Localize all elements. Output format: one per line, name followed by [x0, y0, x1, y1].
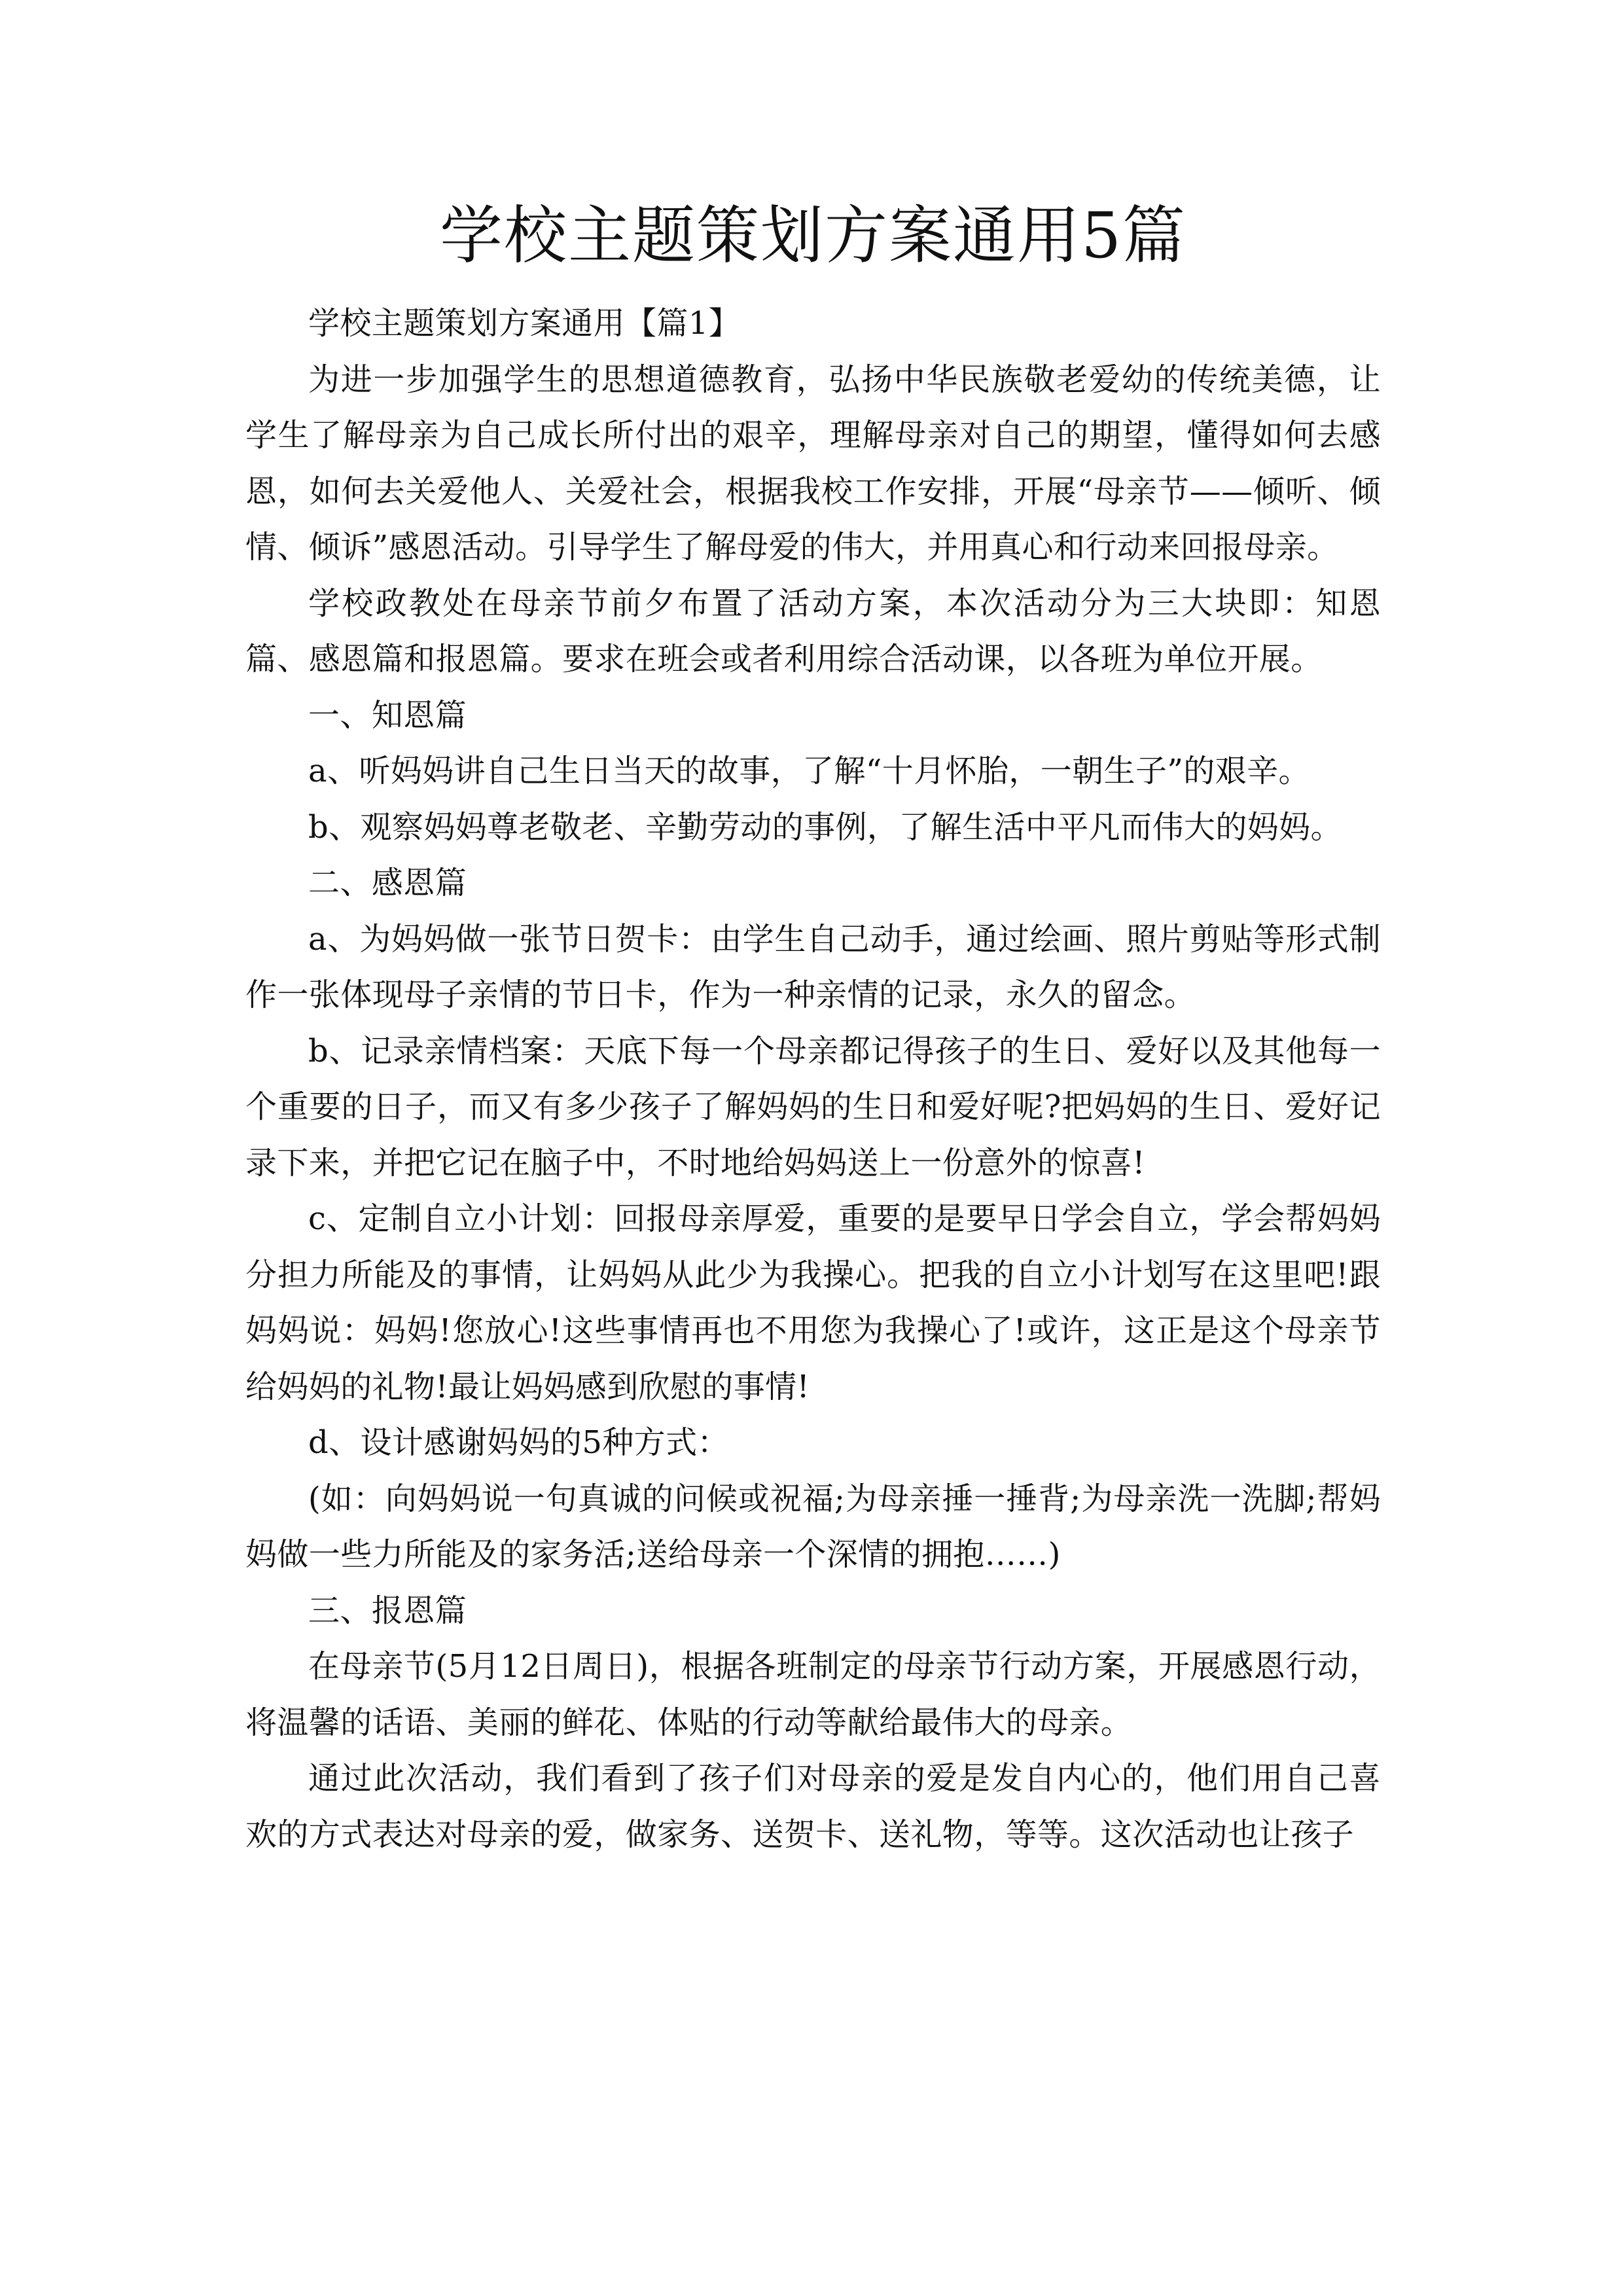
subheading-gan-en: 二、感恩篇	[308, 865, 467, 901]
list-item-gan-en-a: a、为妈妈做一张节日贺卡：由学生自己动手，通过绘画、照片剪贴等形式制作一张体现母子亲情的节日卡，作为一种亲情的记录，永久的留念。	[245, 920, 1381, 1013]
list-item-zhi-en-b: b、观察妈妈尊老敬老、辛勤劳动的事例，了解生活中平凡而伟大的妈妈。	[308, 808, 1342, 846]
paragraph-mothers-day: 在母亲节(5月12日周日)，根据各班制定的母亲节行动方案，开展感恩行动，将温馨的话语、美丽的鲜花、体贴的行动等献给最伟大的母亲。	[245, 1648, 1381, 1741]
list-item-gan-en-c: c、定制自立小计划：回报母亲厚爱，重要的是要早日学会自立，学会帮妈妈分担力所能及的事情，让妈妈从此少为我操心。把我的自立小计划写在这里吧!跟妈妈说：妈妈!您放心!这些事情再也不用您为我操心了!或许，这正是这个母亲节给妈妈的礼物!最让妈妈感到欣慰的事情!	[245, 1200, 1381, 1405]
list-item-zhi-en-a: a、听妈妈讲自己生日当天的故事，了解“十月怀胎，一朝生子”的艰辛。	[308, 753, 1310, 789]
list-item-examples: (如：向妈妈说一句真诚的问候或祝福;为母亲捶一捶背;为母亲洗一洗脚;帮妈妈做一些力所能及的家务活;送给母亲一个深情的拥抱……)	[245, 1480, 1381, 1573]
document-body	[245, 296, 1381, 1863]
section-heading-part-1: 学校主题策划方案通用【篇1】	[308, 305, 741, 342]
list-item-gan-en-d: d、设计感谢妈妈的5种方式：	[308, 1424, 729, 1461]
subheading-zhi-en: 一、知恩篇	[308, 696, 467, 734]
document-title: 学校主题策划方案通用5篇	[439, 199, 1187, 272]
paragraph-arrangement: 学校政教处在母亲节前夕布置了活动方案，本次活动分为三大块即：知恩篇、感恩篇和报恩篇。要求在班会或者利用综合活动课，以各班为单位开展。	[245, 584, 1381, 677]
list-item-gan-en-b: b、记录亲情档案：天底下每一个母亲都记得孩子的生日、爱好以及其他每一个重要的日子，而又有多少孩子了解妈妈的生日和爱好呢?把妈妈的生日、爱好记录下来，并把它记在脑子中，不时地给妈妈送上一份意外的惊喜!	[245, 1032, 1381, 1181]
paragraph-intro: 为进一步加强学生的思想道德教育，弘扬中华民族敬老爱幼的传统美德，让学生了解母亲为自己成长所付出的艰辛，理解母亲对自己的期望，懂得如何去感恩，如何去关爱他人、关爱社会，根据我校工作安排，开展“母亲节——倾听、倾情、倾诉”感恩活动。引导学生了解母爱的伟大，并用真心和行动来回报母亲。	[245, 361, 1381, 565]
subheading-bao-en: 三、报恩篇	[308, 1592, 467, 1629]
paragraph-summary: 通过此次活动，我们看到了孩子们对母亲的爱是发自内心的，他们用自己喜欢的方式表达对母亲的爱，做家务、送贺卡、送礼物，等等。这次活动也让孩子	[245, 1760, 1381, 1853]
